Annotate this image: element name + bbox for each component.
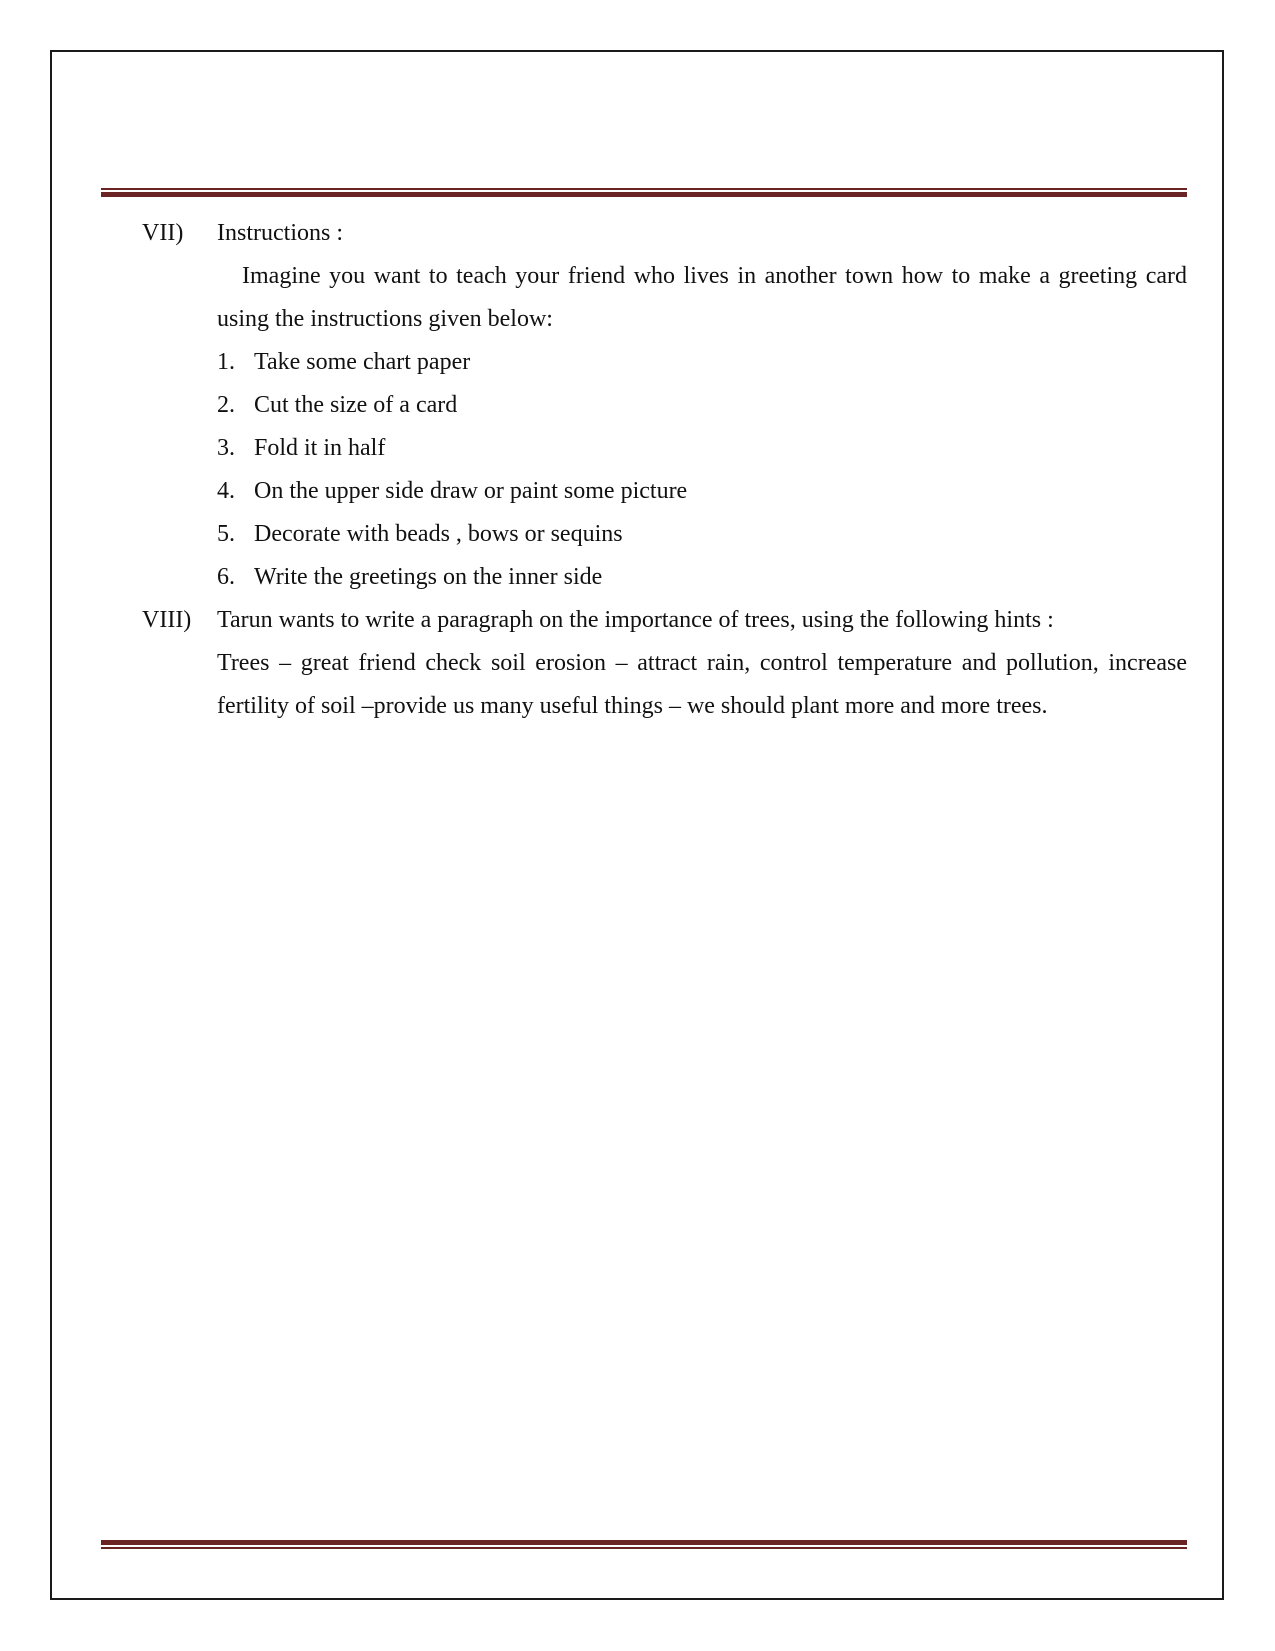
question-8: [142, 599, 1187, 728]
question-body: [217, 212, 1187, 599]
header-rule: [101, 188, 1187, 197]
step-number: 6.: [217, 564, 235, 590]
step-text: Fold it in half: [254, 435, 386, 461]
question-prompt: Tarun wants to write a paragraph on the importance of trees, using the following hints :: [217, 607, 1054, 633]
question-heading: Instructions :: [217, 220, 343, 246]
list-item: [217, 513, 1187, 556]
question-number: VIII): [142, 607, 192, 633]
step-number: 1.: [217, 349, 235, 375]
step-number: 3.: [217, 435, 235, 461]
list-item: [217, 427, 1187, 470]
step-text: Cut the size of a card: [254, 392, 458, 418]
question-7: [142, 212, 1187, 599]
step-number: 4.: [217, 478, 235, 504]
step-text: Decorate with beads , bows or sequins: [254, 521, 623, 547]
step-text: Take some chart paper: [254, 349, 471, 375]
instruction-list: [217, 341, 1187, 599]
list-item: [217, 384, 1187, 427]
step-text: On the upper side draw or paint some picture: [254, 478, 688, 504]
step-number: 5.: [217, 521, 235, 547]
question-body: [217, 599, 1187, 728]
question-intro: Imagine you want to teach your friend who lives in another town how to make a greeting card using the instructions given below:: [217, 263, 1187, 332]
page-content: [142, 212, 1187, 728]
step-text: Write the greetings on the inner side: [254, 564, 603, 590]
list-item: [217, 341, 1187, 384]
footer-rule: [101, 1540, 1187, 1549]
list-item: [217, 470, 1187, 513]
step-number: 2.: [217, 392, 235, 418]
list-item: [217, 556, 1187, 599]
question-hints: Trees – great friend check soil erosion – attract rain, control temperature and pollution, increase fertility of soil –provide us many useful things – we should plant more and more trees.: [217, 650, 1187, 719]
question-number: VII): [142, 220, 184, 246]
